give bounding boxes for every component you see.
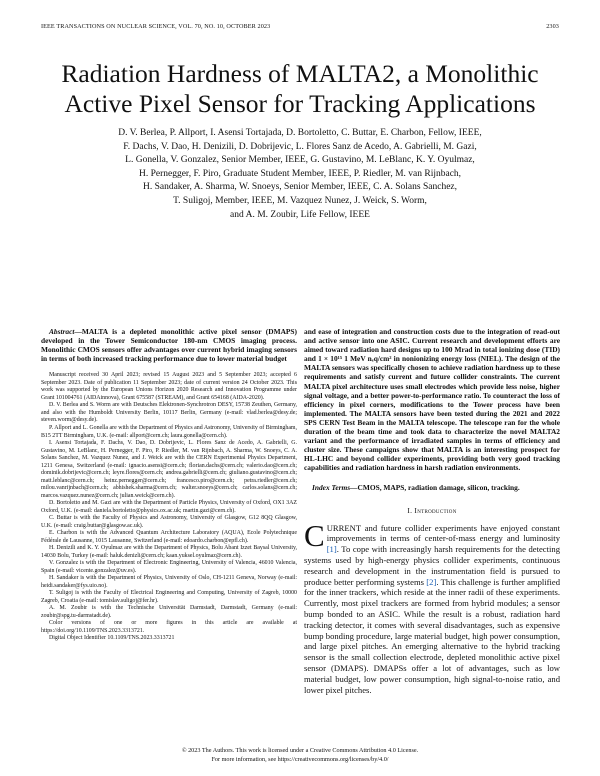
citation-link[interactable]: [1] [326,544,337,555]
footnote-affiliation: D. V. Berlea and S. Worm are with Deutsches Elektronen-Synchrotron DESY, 15738 Zeuthen, Germany, and also with the Humboldt University Berlin, 10117 Berlin, Germany (e-mail: vlad.berlea@desy.de; steven.worm@desy.de). [41,402,297,424]
running-header [41,23,559,33]
abstract [41,327,297,363]
footnote-doi: Digital Object Identifier 10.1109/TNS.2023.3313721 [49,635,175,642]
intro-text: and future collider experiments have enjoyed constant improvements in terms of center-of-mass energy and luminosity [326,522,560,544]
footnote-affiliation: H. Denizili and K. Y. Oyulmaz are with the Department of Physics, Bolu Abant Izzet Baysal University, 14030 Bolu, Turkey (e-mail: haluk.denizli@cern.ch; kaan.yuksel.oyulmaz@cern.ch). [41,545,297,559]
abstract-continued: and ease of integration and construction costs due to the integration of read-out and active sensor into one ASIC. Current research and development efforts are aimed toward radiation hard designs up to 100 Mrad in total ionizing dose (TID) and 1 × 10¹⁵ 1 MeV nₑq/cm² in nonionizing energy loss (NIEL). The design of the MALTA sensors was specifically chosen to achieve radiation hardness up to these requirements and satisfy current and future collider constraints. The current MALTA pixel architecture uses small electrodes which provide less noise, higher signal voltage, and a better power-to-performance ratio. To counteract the loss of efficiency in pixel corners, modifications to the Tower process have been implemented. The MALTA sensors have been tested during the 2021 and 2022 SPS CERN Test Beam in the MALTA telescope. The telescope ran for the whole duration of the beam time and took data to characterize the novel MALTA2 variant and the performance of irradiated samples in terms of efficiency and cluster size. These campaigns show that MALTA is an interesting prospect for HL-LHC and beyond collider experiments, providing both very good tracking capabilities and radiation hardness in harsh radiation environments. [304,327,560,473]
footnote-affiliation: E. Charbon is with the Advanced Quantum Architecture Laboratory (AQUA), Ecole Polytechnique Fédérale de Lausanne, 1015 Lausanne, Switzerland (e-mail: edoardo.charbon@epfl.ch). [41,530,297,544]
left-column [41,327,297,643]
citation-link[interactable]: [2] [426,576,437,587]
footnote-affiliation: T. Suligoj is with the Faculty of Electrical Engineering and Computing, University of Zagreb, 10000 Zagreb, Croatia (e-mail: tomislav.suligoj@fer.hr). [41,590,297,604]
paper-title: Radiation Hardness of MALTA2, a Monolithic Active Pixel Sensor for Tracking Applications [61,59,539,118]
license-link[interactable]: For more information, see https://creativecommons.org/licenses/by/4.0/ [211,756,389,763]
intro-text: . To cope with increasingly harsh requirements for the detecting systems used by high-energy physics collider experiments, continuous research and development in the instrumentation field is pursued to produce better performing systems [304,544,560,587]
section-heading: I. Introduction [407,505,457,515]
page-number: 2303 [546,23,559,30]
footnote-color-versions: Color versions of one or more figures in this article are available at https://doi.org/10.1109/TNS.2023.3313721. [41,620,297,634]
drop-cap: C [304,517,325,553]
journal-name: IEEE TRANSACTIONS ON NUCLEAR SCIENCE, VOL. 70, NO. 10, OCTOBER 2023 [41,23,271,30]
author-line: F. Dachs, V. Dao, H. Denizili, D. Dobrijevic, L. Flores Sanz de Acedo, A. Gabrielli, M. Gazi, [123,141,477,152]
footnote-manuscript: Manuscript received 30 April 2023; revised 15 August 2023 and 5 September 2023; accepted 6 September 2023. Date of publication 11 September 2023; date of current version 24 October 2023. This work was supported by the European Unions Horizon 2020 Research and Innovation Programme under Grant 101004761 (AIDAinnova), Grant 675587 (STREAM), and Grant 654168 (AIDA-2020). [41,372,297,401]
index-terms [304,483,560,492]
footnote-affiliation: A. M. Zoubir is with the Technische Universität Darmstadt, Darmstadt, Germany (e-mail: zoubir@spg.tu-darmstadt.de). [41,605,297,619]
footnote-affiliation: C. Buttar is with the Faculty of Physics and Astronomy, University of Glasgow, G12 8QQ Glasgow, U.K. (e-mail: craig.buttar@glasgow.ac.uk). [41,515,297,529]
footnote-affiliation: D. Bortoletto and M. Gazi are with the Department of Particle Physics, University of Oxford, OX1 3AZ Oxford, U.K. (e-mail: daniela.bortoletto@physics.ox.ac.uk; martin.gazi@cern.ch). [41,500,297,514]
footnote-affiliation: P. Allport and L. Gonella are with the Department of Physics and Astronomy, University of Birmingham, B15 2TT Birmingham, U.K. (e-mail: allport@cern.ch; laura.gonella@cern.ch). [41,424,297,439]
right-column [304,327,560,695]
footnote-affiliation: V. Gonzalez is with the Department of Electronic Engineering, University of Valencia, 46010 Valencia, Spain (e-mail: vicente.gonzalez@uv.es). [41,560,297,574]
author-list [56,127,544,222]
intro-lead: URRENT [326,522,362,533]
intro-text: . This challenge is further amplified for the inner trackers, which reside at the inner radii of these experiments. Currently, most pixel trackers are formed from hybrid modules; a sensor bump bonded to an ASIC. While the result is a robust, radiation hard tracking detector, it comes with several disadvantages, such as expensive bump bonding procedure, large material budget, high power consumption, and large pixel pitches. An emerging alternative to the hybrid tracking sensor is the small collection electrode, depleted monolithic active pixel sensor (DMAPS). DMAPSs offer a lot of advantages, such as low material budget, low power consumption, high signal-to-noise ratio, and lower pixel pitches. [304,576,560,695]
author-line: T. Suligoj, Member, IEEE, M. Vazquez Nunez, J. Weick, S. Worm, [173,195,427,206]
intro-paragraph [304,517,560,696]
author-line: and A. M. Zoubir, Life Fellow, IEEE [230,209,370,220]
footnote-affiliation: I. Asensi Tortajada, F. Dachs, V. Dao, D. Dobrijevic, L. Flores Sanz de Acedo, A. Gabrielli, G. Gustavino, M. LeBlanc, H. Pernegger, F. Piro, P. Riedler, M. van Rijnbach, A. Sharma, W. Snoeys, C. A. Solans Sanchez, M. Vazquez Nunez, and J. Weick are with the CERN Experimental Physics Department, 1211 Genesa, Switzerland (e-mail: ignacio.asensi@cern.ch; florian.dachs@cern.ch; valerio.dao@cern.ch; dominik.dobrijevic@cern.ch; leyre.flores@cern.ch; andrea.gabrielli@cern.ch; giuliano.gustavino@cern.ch; matt.leblanc@cern.ch; heinz.pernegger@cern.ch; francesco.piro@cern.ch; petra.riedler@cern.ch; milou.vanrijnbach@cern.ch; abhishek.sharma@cern.ch; walter.snoeys@cern.ch; carlos.solans@cern.ch; marcos.vazquez.nunez@cern.ch; julian.weick@cern.ch). [41,440,297,499]
author-line: L. Gonella, V. Gonzalez, Senior Member, IEEE, G. Gustavino, M. LeBlanc, K. Y. Oyulmaz, [125,155,475,166]
author-line: D. V. Berlea, P. Allport, I. Asensi Tortajada, D. Bortoletto, C. Buttar, E. Charbon, Fellow, IEEE, [118,128,482,138]
index-terms-label: Index Terms— [312,482,358,492]
footnote-affiliation: H. Sandaker is with the Department of Physics, University of Oslo, CH-1211 Geneva, Norway (e-mail: heidi.sandaker@fys.uio.no). [41,575,297,589]
author-line: H. Pernegger, F. Piro, Graduate Student Member, IEEE, P. Riedler, M. van Rijnbach, [138,168,462,179]
abstract-label: Abstract— [49,327,82,336]
abstract-text-left: MALTA is a depleted monolithic active pixel sensor (DMAPS) developed in the Tower Semiconductor 180-nm CMOS imaging process. Monolithic CMOS sensors offer advantages over current hybrid imaging sensors in terms of both increased tracking performance due to lower material budget [41,327,297,364]
author-line: H. Sandaker, A. Sharma, W. Snoeys, Senior Member, IEEE, C. A. Solans Sanchez, [142,182,457,193]
license-notice: © 2023 The Authors. This work is licensed under a Creative Commons Attribution 4.0 License. [181,747,419,754]
index-terms-text: CMOS, MAPS, radiation damage, silicon, tracking. [357,482,520,492]
